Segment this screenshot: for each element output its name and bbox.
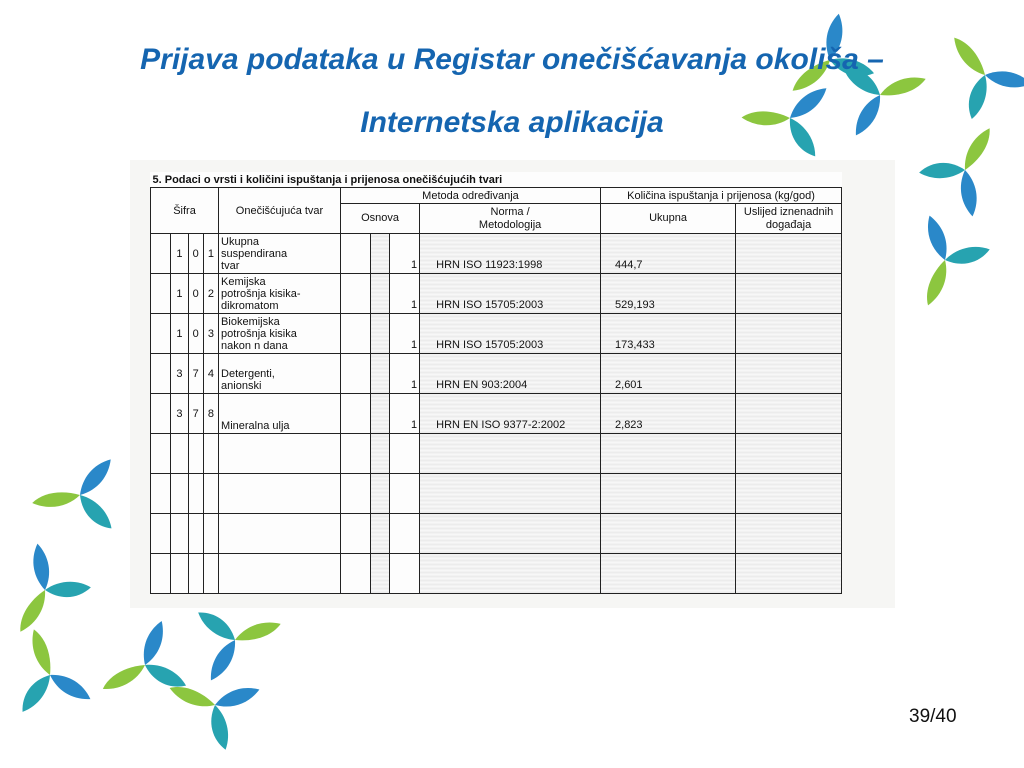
uslijed-value xyxy=(736,274,842,314)
osnova-spacer xyxy=(340,474,370,514)
osnova-box xyxy=(371,354,389,394)
substance-name xyxy=(219,394,341,434)
ukupna-value: 2,601 xyxy=(601,354,736,394)
code-digit-2 xyxy=(188,554,203,594)
scanned-form-image xyxy=(130,160,895,608)
ukupna-value xyxy=(601,474,736,514)
header-norma-line2: Metodologija xyxy=(478,218,542,231)
code-digit-1 xyxy=(171,554,188,594)
uslijed-value xyxy=(736,474,842,514)
code-digit-1 xyxy=(171,514,188,554)
osnova-box xyxy=(371,274,389,314)
uslijed-value xyxy=(736,394,842,434)
table-row xyxy=(151,514,842,554)
osnova-spacer xyxy=(340,314,370,354)
uslijed-value xyxy=(736,314,842,354)
osnova-spacer xyxy=(340,434,370,474)
substance-line-3: nakon n dana xyxy=(221,339,288,352)
norma-value xyxy=(420,474,601,514)
osnova-value: 1 xyxy=(389,394,419,434)
osnova-box xyxy=(371,434,389,474)
osnova-box xyxy=(371,394,389,434)
row-spacer xyxy=(151,234,171,274)
row-spacer xyxy=(151,434,171,474)
header-sifra: Šifra xyxy=(151,188,219,234)
header-ukupna: Ukupna xyxy=(601,204,736,234)
code-digit-2 xyxy=(188,474,203,514)
substance-name xyxy=(219,354,341,394)
header-uslijed-line1: Uslijed iznenadnih xyxy=(743,205,834,218)
substance-name xyxy=(219,554,341,594)
osnova-value xyxy=(389,434,419,474)
code-digit-1 xyxy=(171,434,188,474)
code-digit-3: 3 xyxy=(203,314,218,354)
row-spacer xyxy=(151,394,171,434)
osnova-value xyxy=(389,474,419,514)
osnova-box xyxy=(371,474,389,514)
substance-line-2: suspendirana xyxy=(221,247,288,260)
header-norma-line1: Norma / xyxy=(490,205,530,218)
osnova-box xyxy=(371,514,389,554)
osnova-value xyxy=(389,554,419,594)
code-digit-3 xyxy=(203,474,218,514)
substance-line-2: Detergenti, xyxy=(221,367,275,380)
header-osnova: Osnova xyxy=(340,204,419,234)
norma-value: HRN ISO 15705:2003 xyxy=(420,314,601,354)
code-digit-1: 1 xyxy=(171,314,188,354)
osnova-spacer xyxy=(340,354,370,394)
table-row xyxy=(151,234,842,274)
osnova-value: 1 xyxy=(389,314,419,354)
norma-value xyxy=(420,434,601,474)
osnova-value: 1 xyxy=(389,274,419,314)
substance-line-1: Kemijska xyxy=(221,275,266,288)
ukupna-value xyxy=(601,554,736,594)
uslijed-value xyxy=(736,234,842,274)
substance-name xyxy=(219,314,341,354)
table-row xyxy=(151,314,842,354)
row-spacer xyxy=(151,554,171,594)
norma-value: HRN EN 903:2004 xyxy=(420,354,601,394)
substance-name xyxy=(219,434,341,474)
code-digit-3: 8 xyxy=(203,394,218,434)
row-spacer xyxy=(151,514,171,554)
code-digit-3: 1 xyxy=(203,234,218,274)
table-row xyxy=(151,554,842,594)
code-digit-1: 3 xyxy=(171,394,188,434)
osnova-spacer xyxy=(340,514,370,554)
header-quantity-group: Količina ispuštanja i prijenosa (kg/god) xyxy=(601,188,842,204)
norma-value xyxy=(420,514,601,554)
code-digit-1: 3 xyxy=(171,354,188,394)
table-row xyxy=(151,394,842,434)
header-substance: Onečišćujuća tvar xyxy=(219,188,341,234)
table-row xyxy=(151,434,842,474)
osnova-value: 1 xyxy=(389,234,419,274)
substance-name xyxy=(219,474,341,514)
code-digit-3 xyxy=(203,434,218,474)
code-digit-2 xyxy=(188,514,203,554)
substance-line-3: dikromatom xyxy=(221,299,279,312)
ukupna-value: 444,7 xyxy=(601,234,736,274)
substance-name xyxy=(219,514,341,554)
substance-name xyxy=(219,274,341,314)
row-spacer xyxy=(151,314,171,354)
uslijed-value xyxy=(736,554,842,594)
norma-value: HRN EN ISO 9377-2:2002 xyxy=(420,394,601,434)
header-uslijed-line2: događaja xyxy=(765,218,812,231)
ukupna-value: 2,823 xyxy=(601,394,736,434)
norma-value: HRN ISO 11923:1998 xyxy=(420,234,601,274)
code-digit-3: 4 xyxy=(203,354,218,394)
row-spacer xyxy=(151,354,171,394)
osnova-spacer xyxy=(340,274,370,314)
code-digit-1: 1 xyxy=(171,234,188,274)
uslijed-value xyxy=(736,514,842,554)
code-digit-2 xyxy=(188,434,203,474)
uslijed-value xyxy=(736,434,842,474)
substance-line-1: Biokemijska xyxy=(221,315,280,328)
row-spacer xyxy=(151,474,171,514)
code-digit-1 xyxy=(171,474,188,514)
osnova-value: 1 xyxy=(389,354,419,394)
osnova-spacer xyxy=(340,554,370,594)
code-digit-3 xyxy=(203,554,218,594)
substance-line-1: Ukupna xyxy=(221,235,259,248)
osnova-spacer xyxy=(340,234,370,274)
code-digit-2: 7 xyxy=(188,354,203,394)
slide-title-line-1: Prijava podataka u Registar onečišćavanja okoliša – xyxy=(140,43,884,76)
code-digit-2: 0 xyxy=(188,234,203,274)
header-uslijed xyxy=(736,204,842,234)
header-norma xyxy=(420,204,601,234)
table-row xyxy=(151,474,842,514)
section-title: 5. Podaci o vrsti i količini ispuštanja i prijenosa onečišćujućih tvari xyxy=(151,172,842,188)
row-spacer xyxy=(151,274,171,314)
table-row xyxy=(151,274,842,314)
osnova-box xyxy=(371,234,389,274)
page-number: 39/40 xyxy=(909,706,957,727)
osnova-box xyxy=(371,554,389,594)
osnova-spacer xyxy=(340,394,370,434)
code-digit-1: 1 xyxy=(171,274,188,314)
ukupna-value: 173,433 xyxy=(601,314,736,354)
table-row xyxy=(151,354,842,394)
uslijed-value xyxy=(736,354,842,394)
osnova-box xyxy=(371,314,389,354)
osnova-value xyxy=(389,514,419,554)
substance-name xyxy=(219,234,341,274)
code-digit-2: 7 xyxy=(188,394,203,434)
ukupna-value xyxy=(601,514,736,554)
substance-line-3: Mineralna ulja xyxy=(221,419,290,432)
ukupna-value: 529,193 xyxy=(601,274,736,314)
code-digit-2: 0 xyxy=(188,274,203,314)
ukupna-value xyxy=(601,434,736,474)
code-digit-3: 2 xyxy=(203,274,218,314)
substance-line-3: anionski xyxy=(221,379,262,392)
emissions-form-table xyxy=(150,172,842,594)
substance-line-2: potrošnja kisika- xyxy=(221,287,301,300)
header-method-group: Metoda određivanja xyxy=(340,188,600,204)
code-digit-3 xyxy=(203,514,218,554)
norma-value: HRN ISO 15705:2003 xyxy=(420,274,601,314)
norma-value xyxy=(420,554,601,594)
substance-line-2: potrošnja kisika xyxy=(221,327,297,340)
substance-line-3: tvar xyxy=(221,259,240,272)
code-digit-2: 0 xyxy=(188,314,203,354)
slide-title-line-2: Internetska aplikacija xyxy=(360,106,664,139)
